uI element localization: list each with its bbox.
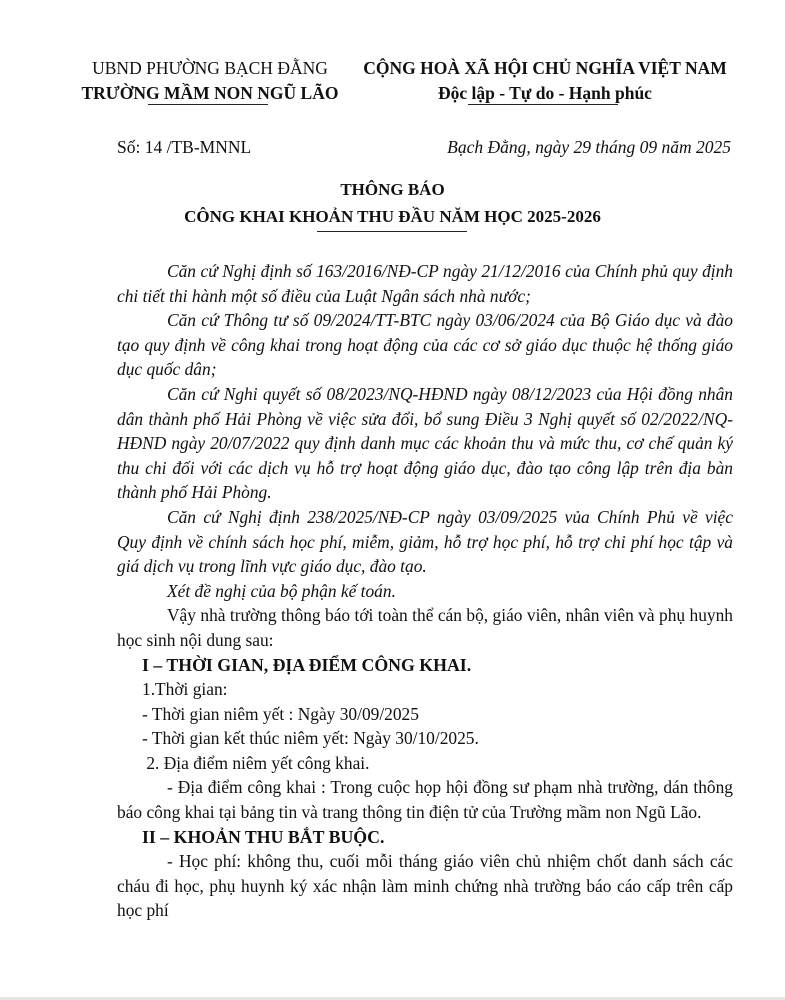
title-line-2: CÔNG KHAI KHOẢN THU ĐẦU NĂM HỌC 2025-2026 — [184, 207, 601, 226]
issuer-block — [60, 56, 360, 106]
legal-basis-5: Xét đề nghị của bộ phận kế toán. — [167, 580, 396, 601]
posting-end-time: - Thời gian kết thúc niêm yết: Ngày 30/10/2025. — [142, 728, 479, 749]
document-number: Số: 14 /TB-MNNL — [117, 137, 252, 157]
legal-basis-4: Căn cứ Nghị định 238/2025/NĐ-CP ngày 03/09/2025 vủa Chính Phủ về việc Quy định về chính sách học phí, miễm, giảm, hỗ trợ học phí, hỗ trợ chi phí học tập và giá dịch vụ trong lĩnh vực giáo dục, đào tạo. — [117, 506, 733, 577]
country-name: CỘNG HOÀ XÃ HỘI CHỦ NGHĨA VIỆT NAM — [363, 58, 727, 78]
issuer-authority: UBND PHƯỜNG BẠCH ĐẰNG — [92, 58, 328, 78]
legal-basis-2: Căn cứ Thông tư số 09/2024/TT-BTC ngày 03/06/2024 của Bộ Giáo dục và đào tạo quy định về công khai trong hoạt động của các cơ sở giáo dục thuộc hệ thống giáo dục quốc dân; — [117, 310, 733, 380]
legal-basis-1: Căn cứ Nghị định số 163/2016/NĐ-CP ngày 21/12/2016 của Chính phủ quy định chi tiết thi hành một số điều của Luật Ngân sách nhà nước; — [117, 261, 733, 306]
legal-basis-3: Căn cứ Nghi quyết số 08/2023/NQ-HĐND ngày 08/12/2023 của Hội đồng nhân dân thành phố Hải Phòng về việc sửa đổi, bổ sung Điều 3 Nghị quyết số 02/2022/NQ-HĐND ngày 20/07/2022 quy định danh mục các khoản thu và mức thu, cơ chế quản ký thu chi đối với các dịch vụ hỗ trợ hoạt động giáo dục, đào tạo công lập trên địa bàn thành phố Hải Phòng. — [117, 383, 733, 503]
motto-underline — [468, 104, 618, 105]
section-1-heading: I – THỜI GIAN, ĐỊA ĐIỂM CÔNG KHAI. — [142, 654, 472, 675]
place-date: Bạch Đằng, ngày 29 tháng 09 năm 2025 — [447, 137, 731, 157]
time-label: 1.Thời gian: — [142, 679, 228, 700]
posting-time: - Thời gian niêm yết : Ngày 30/09/2025 — [142, 703, 419, 724]
section-2-heading: II – KHOẢN THU BẮT BUỘC. — [142, 826, 385, 847]
motto: Độc lập - Tự do - Hạnh phúc — [438, 83, 652, 103]
title-underline — [317, 231, 467, 232]
title-line-1: THÔNG BÁO — [340, 180, 445, 199]
issuer-underline — [148, 104, 268, 105]
place-label: 2. Địa điểm niêm yết công khai. — [142, 752, 370, 773]
issuer-school: TRƯỜNG MẦM NON NGŨ LÃO — [81, 83, 339, 103]
document-title — [0, 176, 785, 230]
national-motto-block — [360, 56, 730, 106]
intro-paragraph: Vậy nhà trường thông báo tới toàn thể cán bộ, giáo viên, nhân viên và phụ huynh học sinh nội dung sau: — [117, 605, 733, 650]
posting-place: - Địa điểm công khai : Trong cuộc họp hội đồng sư phạm nhà trường, dán thông báo công khai tại bảng tin và trang thông tin điện tử của Trường mầm non Ngũ Lão. — [117, 777, 733, 823]
document-body — [117, 259, 733, 923]
tuition-paragraph: - Học phí: không thu, cuối mỗi tháng giáo viên chủ nhiệm chốt danh sách các cháu đi học, phụ huynh ký xác nhận làm minh chứng nhà trường báo cáo cấp trên cấp học phí — [117, 851, 733, 921]
